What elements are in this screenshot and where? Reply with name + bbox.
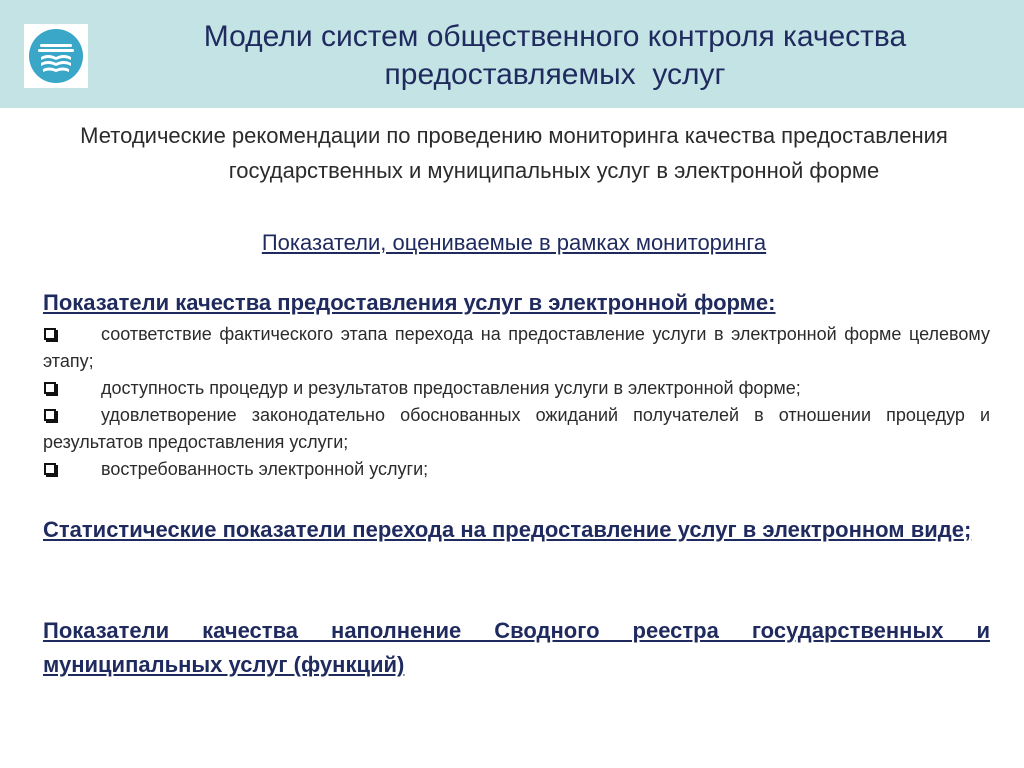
section-1-heading-text: Показатели качества предоставления услуг в электронной форме: (43, 290, 776, 315)
page-title (100, 18, 1010, 94)
list-item (43, 375, 990, 402)
emblem-icon (24, 24, 88, 88)
intro-block (64, 118, 964, 188)
page-title-line-1: Модели систем общественного контроля качества (203, 20, 907, 53)
section-registry-heading (43, 614, 990, 682)
checkbox-bullet-icon (44, 382, 56, 394)
page-title-line-2: предоставляемых услуг (384, 58, 726, 91)
subheading-text: Показатели, оцениваемые в рамках мониторинга (261, 230, 767, 255)
indicator-list (43, 321, 990, 483)
section-statistics-heading (43, 513, 990, 547)
list-item (43, 456, 990, 483)
section-3-heading-text: Показатели качества наполнение Сводного реестра государственных и муниципальных услуг (функций) (43, 618, 990, 677)
list-item (43, 321, 990, 375)
list-item-text: соответствие фактического этапа перехода на предоставление услуги в электронной форме целевому этапу; (43, 324, 990, 371)
list-item (43, 402, 990, 456)
section-2-heading-text: Статистические показатели перехода на предоставление услуг в электронном виде; (43, 517, 972, 542)
list-item-text: востребованность электронной услуги; (101, 459, 429, 479)
checkbox-bullet-icon (44, 409, 56, 421)
subheading (64, 227, 964, 259)
list-item-text: доступность процедур и результатов предоставления услуги в электронной форме; (101, 378, 801, 398)
section-electronic-quality-heading (43, 286, 990, 320)
intro-text: Методические рекомендации по проведению мониторинга качества предоставления государственных и муниципальных услуг в электронной форме (80, 123, 948, 183)
checkbox-bullet-icon (44, 328, 56, 340)
checkbox-bullet-icon (44, 463, 56, 475)
list-item-text: удовлетворение законодательно обоснованных ожиданий получателей в отношении процедур и результатов предоставления услуги; (43, 405, 990, 452)
header-band (0, 0, 1024, 108)
